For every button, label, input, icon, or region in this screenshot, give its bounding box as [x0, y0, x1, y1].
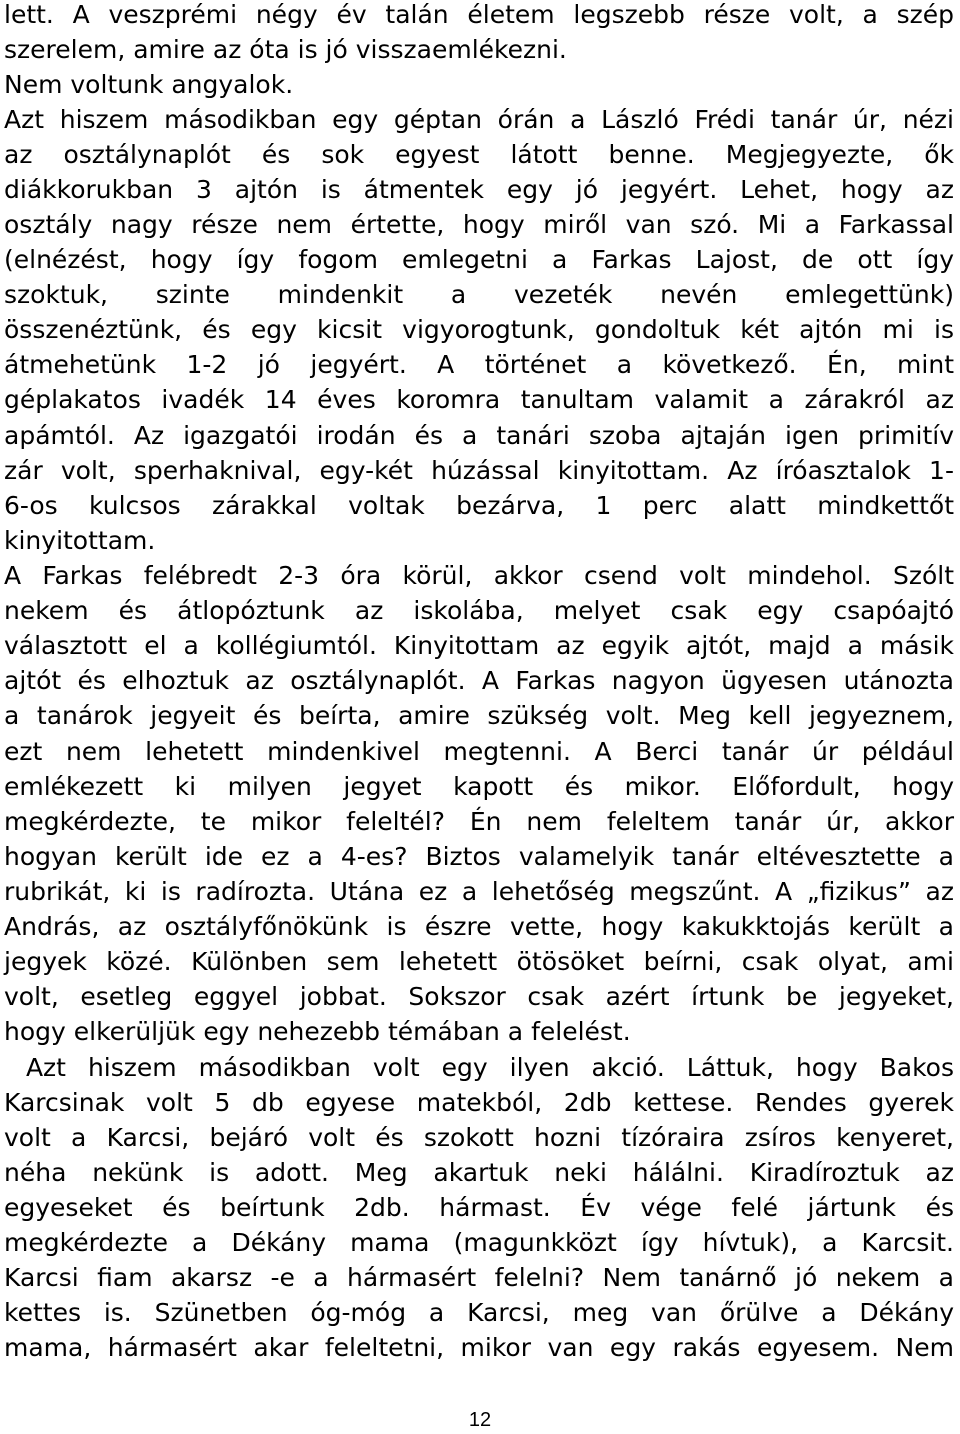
text-line: hogy elkerüljük egy nehezebb témában a felelést. [4, 1017, 631, 1046]
text-line: rubrikát, ki is radírozta. Utána ez a lehetőség megszűnt. A „fizikus” az [4, 877, 954, 906]
text-line: átmehetünk 1-2 jó jegyért. A történet a következő. Én, mint [4, 350, 954, 379]
text-line: diákkorukban 3 ajtón is átmentek egy jó jegyért. Lehet, hogy az [4, 175, 954, 204]
text-line: a tanárok jegyeit és beírta, amire szükség volt. Meg kell jegyeznem, [4, 701, 954, 730]
text-line: Karcsi fiam akarsz -e a hármasért felelni? Nem tanárnő jó nekem a [4, 1263, 954, 1292]
text-line: egyeseket és beírtunk 2db. hármast. Év vége felé jártunk és [4, 1193, 954, 1222]
text-line: jegyek közé. Különben sem lehetett ötösöket beírni, csak olyat, ami [4, 947, 954, 976]
text-line: lett. A veszprémi négy év talán életem legszebb része volt, a szép [4, 0, 954, 29]
text-line: András, az osztályfőnökünk is észre vette, hogy kakukktojás került a [4, 912, 954, 941]
text-line: nekem és átlopóztunk az iskolába, melyet csak egy csapóajtó [4, 596, 954, 625]
text-line: mama, hármasért akar feleltetni, mikor van egy rakás egyesem. Nem [4, 1333, 954, 1362]
text-line: 6-os kulcsos zárakkal voltak bezárva, 1 perc alatt mindkettőt [4, 491, 954, 520]
text-line: megkérdezte, te mikor feleltél? Én nem feleltem tanár úr, akkor [4, 807, 954, 836]
text-line: kinyitottam. [4, 526, 156, 555]
text-line: megkérdezte a Dékány mama (magunkközt így hívtuk), a Karcsit. [4, 1228, 954, 1257]
text-line: választott el a kollégiumtól. Kinyitottam az egyik ajtót, majd a másik [4, 631, 954, 660]
text-line: Azt hiszem másodikban egy géptan órán a László Frédi tanár úr, nézi [4, 105, 954, 134]
text-line: szoktuk, szinte mindenkit a vezeték nevén emlegettünk) [4, 280, 954, 309]
text-line: Azt hiszem másodikban volt egy ilyen akció. Láttuk, hogy Bakos [4, 1053, 954, 1082]
text-line: A Farkas felébredt 2-3 óra körül, akkor csend volt mindehol. Szólt [4, 561, 954, 590]
text-line: Karcsinak volt 5 db egyese matekból, 2db kettese. Rendes gyerek [4, 1088, 954, 1117]
text-line: kettes is. Szünetben óg-móg a Karcsi, meg van őrülve a Dékány [4, 1298, 954, 1327]
text-line: zár volt, sperhaknival, egy-két húzással kinyitottam. Az íróasztalok 1- [4, 456, 954, 485]
text-line: (elnézést, hogy így fogom emlegetni a Farkas Lajost, de ott így [4, 245, 954, 274]
text-line: volt a Karcsi, bejáró volt és szokott hozni tízóraira zsíros kenyeret, [4, 1123, 954, 1152]
text-line: ajtót és elhoztuk az osztálynaplót. A Farkas nagyon ügyesen utánozta [4, 666, 954, 695]
text-line: az osztálynaplót és sok egyest látott benne. Megjegyezte, ők [4, 140, 954, 169]
text-line: néha nekünk is adott. Meg akartuk neki hálálni. Kiradíroztuk az [4, 1158, 954, 1187]
text-line: volt, esetleg eggyel jobbat. Sokszor csak azért írtunk be jegyeket, [4, 982, 954, 1011]
page-number: 12 [468, 1409, 492, 1431]
text-line: osztály nagy része nem értette, hogy miről van szó. Mi a Farkassal [4, 210, 954, 239]
text-line: ezt nem lehetett mindenkivel megtenni. A Berci tanár úr például [4, 737, 954, 766]
text-line: emlékezett ki milyen jegyet kapott és mikor. Előfordult, hogy [4, 772, 954, 801]
text-line: géplakatos ivadék 14 éves koromra tanultam valamit a zárakról az [4, 385, 954, 414]
text-line: hogyan került ide ez a 4-es? Biztos valamelyik tanár eltévesztette a [4, 842, 954, 871]
text-line: szerelem, amire az óta is jó visszaemlékezni. [4, 35, 567, 64]
text-line: Nem voltunk angyalok. [4, 70, 294, 99]
text-line: apámtól. Az igazgatói irodán és a tanári szoba ajtaján igen primitív [4, 421, 954, 450]
text-line: összenéztünk, és egy kicsit vigyorogtunk, gondoltuk két ajtón mi is [4, 315, 954, 344]
